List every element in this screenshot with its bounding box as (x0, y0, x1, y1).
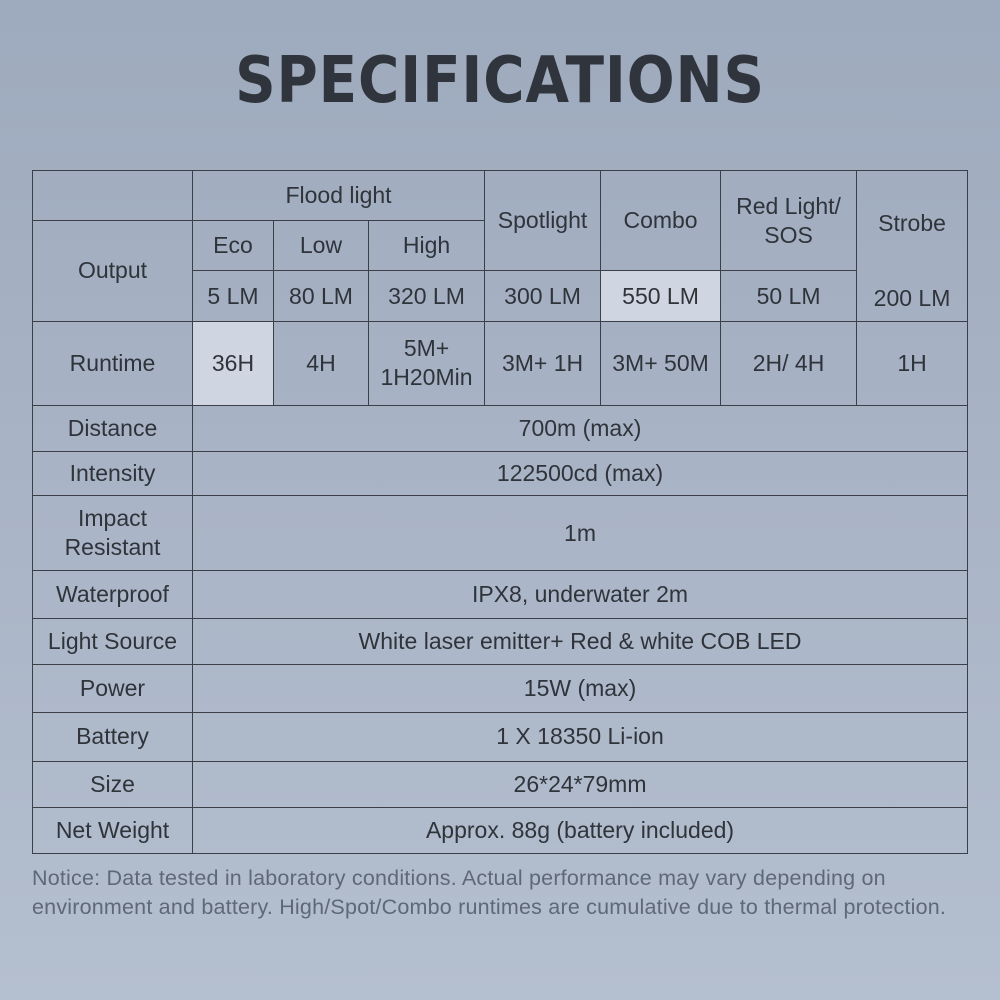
waterproof-value: IPX8, underwater 2m (193, 570, 968, 618)
combo-header: Combo (601, 171, 721, 271)
battery-label: Battery (33, 713, 193, 761)
table-row (33, 171, 968, 221)
table-row (33, 807, 968, 853)
red-sos-runtime: 2H/ 4H (721, 321, 857, 405)
empty-header-cell (33, 171, 193, 221)
table-row (33, 406, 968, 452)
low-header: Low (274, 221, 369, 271)
specifications-table (32, 170, 968, 854)
output-label: Output (33, 221, 193, 321)
eco-lumens: 5 LM (193, 271, 274, 321)
table-row (33, 452, 968, 496)
combo-lumens: 550 LM (601, 271, 721, 321)
table-row (33, 761, 968, 807)
flood-light-header: Flood light (193, 171, 485, 221)
light-source-label: Light Source (33, 618, 193, 664)
sos-label: SOS (764, 221, 813, 248)
table-row (33, 496, 968, 570)
table-row (33, 321, 968, 405)
high-runtime-line1: 5M+ (403, 335, 450, 362)
eco-runtime: 36H (193, 321, 274, 405)
runtime-label: Runtime (33, 321, 193, 405)
intensity-label: Intensity (33, 452, 193, 496)
battery-value: 1 X 18350 Li-ion (193, 713, 968, 761)
spotlight-runtime: 3M+ 1H (485, 321, 601, 405)
eco-header: Eco (193, 221, 274, 271)
strobe-label: Strobe (878, 210, 946, 236)
red-sos-lumens: 50 LM (721, 271, 857, 321)
waterproof-label: Waterproof (33, 570, 193, 618)
high-runtime (369, 321, 485, 405)
spotlight-lumens: 300 LM (485, 271, 601, 321)
net-weight-value: Approx. 88g (battery included) (193, 807, 968, 853)
table-row (33, 665, 968, 713)
impact-resistant-value: 1m (193, 496, 968, 570)
high-runtime-line2: 1H20Min (380, 364, 473, 391)
power-label: Power (33, 665, 193, 713)
size-label: Size (33, 761, 193, 807)
low-runtime: 4H (274, 321, 369, 405)
strobe-header (857, 171, 968, 322)
high-lumens: 320 LM (369, 271, 485, 321)
intensity-value: 122500cd (max) (193, 452, 968, 496)
low-lumens: 80 LM (274, 271, 369, 321)
spotlight-header: Spotlight (485, 171, 601, 271)
impact-label-line2: Resistant (64, 534, 161, 561)
notice-text: Notice: Data tested in laboratory conditions. Actual performance may vary depending on environment and battery. High/Spot/Combo runtimes are cumulative due to thermal protection. (32, 866, 947, 919)
combo-runtime: 3M+ 50M (601, 321, 721, 405)
size-value: 26*24*79mm (193, 761, 968, 807)
red-light-label: Red Light/ (736, 192, 841, 219)
impact-label-line1: Impact (77, 505, 148, 532)
table-row (33, 570, 968, 618)
table-row (33, 713, 968, 761)
light-source-value: White laser emitter+ Red & white COB LED (193, 618, 968, 664)
strobe-runtime: 1H (857, 321, 968, 405)
red-light-sos-header (721, 171, 857, 271)
distance-value: 700m (max) (193, 406, 968, 452)
table-row (33, 618, 968, 664)
net-weight-label: Net Weight (33, 807, 193, 853)
impact-resistant-label (33, 496, 193, 570)
power-value: 15W (max) (193, 665, 968, 713)
distance-label: Distance (33, 406, 193, 452)
high-header: High (369, 221, 485, 271)
strobe-lumens: 200 LM (873, 285, 951, 311)
page-title: SPECIFICATIONS (235, 44, 765, 118)
